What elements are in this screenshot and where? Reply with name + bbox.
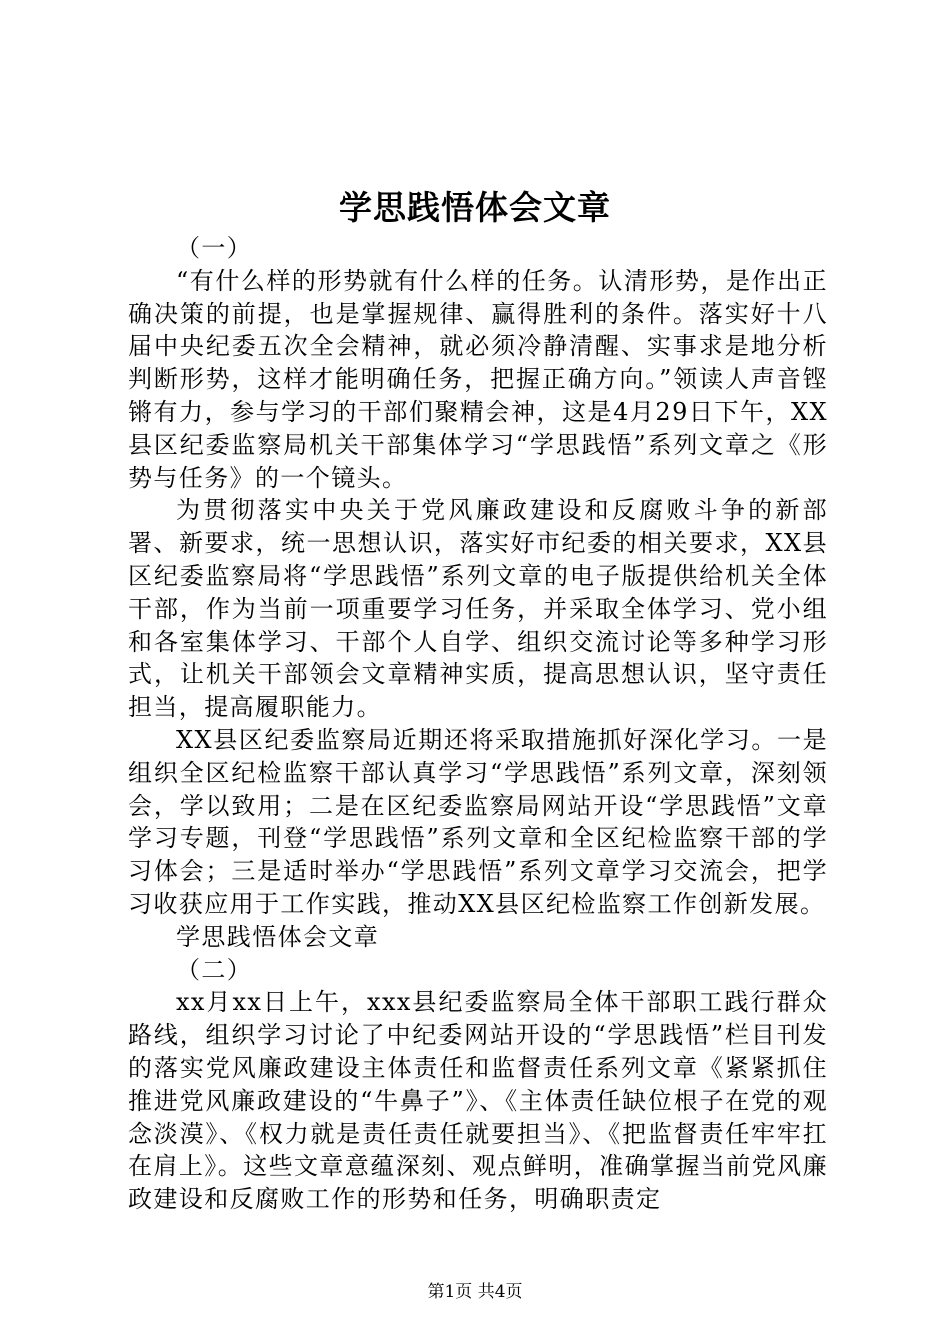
body-paragraph-2: 为贯彻落实中央关于党风廉政建设和反腐败斗争的新部署、新要求，统一思想认识，落实好市纪委的相关要求，XX县区纪委监察局将“学思践悟”系列文章的电子版提供给机关全体干部，作为当前一项重要学习任务，并采取全体学习、党小组和各室集体学习、干部个人自学、组织交流讨论等多种学习形式，让机关干部领会文章精神实质，提高思想认识，坚守责任担当，提高履职能力。: [128, 496, 828, 722]
body-paragraph-3: XX县区纪委监察局近期还将采取措施抓好深化学习。一是组织全区纪检监察干部认真学习“学思践悟”系列文章，深刻领会，学以致用；二是在区纪委监察局网站开设“学思践悟”文章学习专题，刊登“学思践悟”系列文章和全区纪检监察干部的学习体会；三是适时举办“学思践悟”系列文章学习交流会，把学习收获应用于工作实践，推动XX县区纪检监察工作创新发展。: [128, 725, 828, 918]
document-body: [128, 232, 828, 1216]
body-paragraph-4: xx月xx日上午，xxx县纪委监察局全体干部职工践行群众路线，组织学习讨论了中纪委网站开设的“学思践悟”栏目刊发的落实党风廉政建设主体责任和监督责任系列文章《紧紧抓住推进党风廉政建设的“牛鼻子”》、《主体责任缺位根子在党的观念淡漠》、《权力就是责任责任就要担当》、《把监督责任牢牢扛在肩上》。这些文章意蕴深刻、观点鲜明，准确掌握当前党风廉政建设和反腐败工作的形势和任务，明确职责定: [128, 988, 828, 1214]
page-footer: 第1页 共4页: [427, 1282, 523, 1302]
section-number-2: （二）: [176, 955, 253, 984]
section-number-1: （一）: [176, 234, 253, 262]
subheading: 学思践悟体会文章: [176, 922, 380, 951]
body-paragraph-1: “有什么样的形势就有什么样的任务。认清形势，是作出正确决策的前提，也是掌握规律、赢得胜利的条件。落实好十八届中央纪委五次全会精神，就必须冷静清醒、实事求是地分析判断形势，这样才能明确任务，把握正确方向。”领读人声音铿锵有力，参与学习的干部们聚精会神，这是4月29日下午，XX县区纪委监察局机关干部集体学习“学思践悟”系列文章之《形势与任务》的一个镜头。: [128, 266, 828, 492]
document-title: 学思践悟体会文章: [339, 188, 611, 227]
